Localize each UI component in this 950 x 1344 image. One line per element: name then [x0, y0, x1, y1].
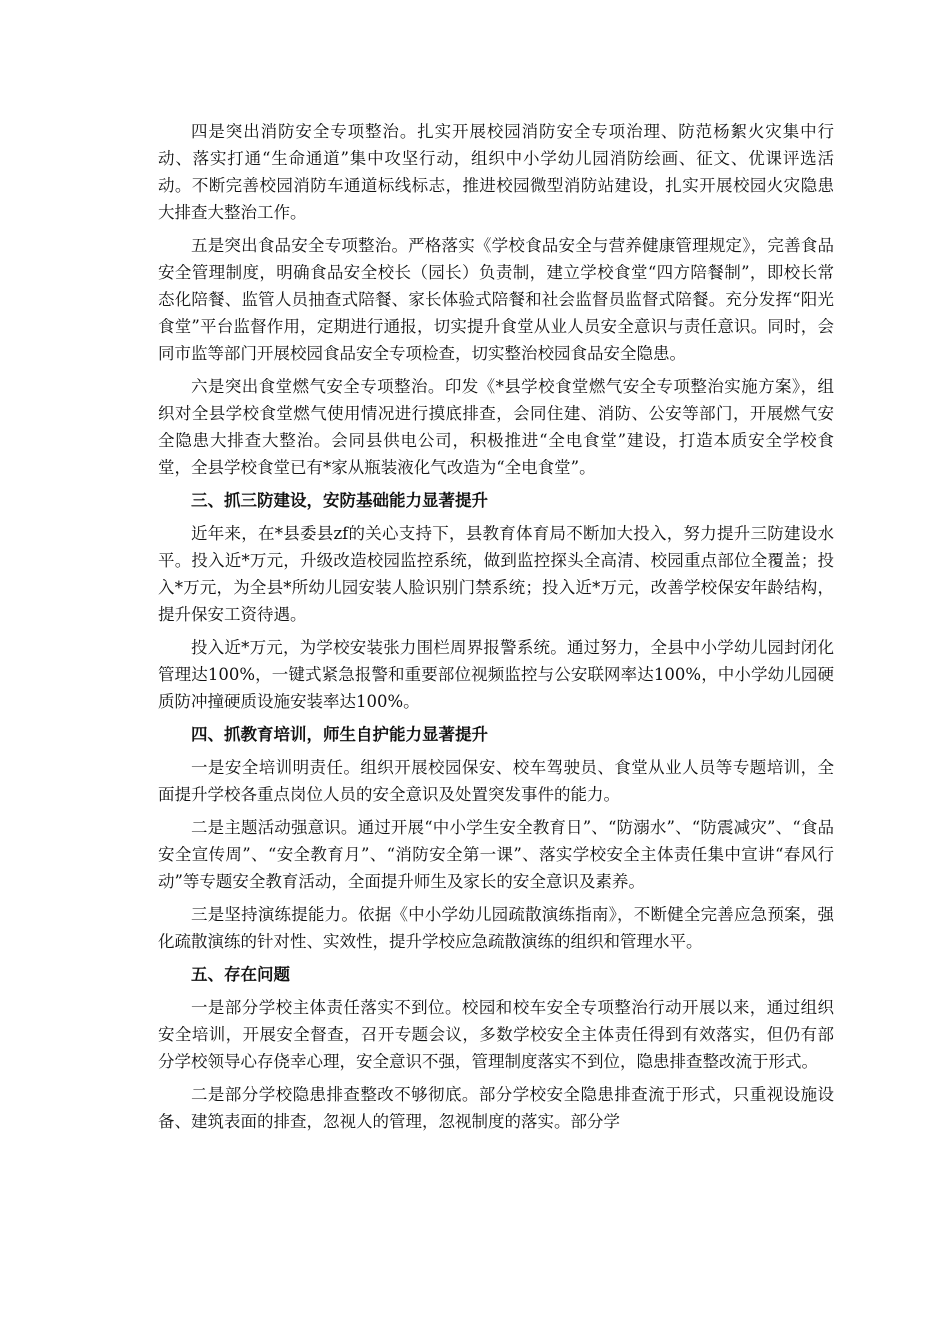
paragraph-food-safety: 五是突出食品安全专项整治。严格落实《学校食品安全与营养健康管理规定》，完善食品安全管理制度，明确食品安全校长（园长）负责制，建立学校食堂“四方陪餐制”，即校长常态化陪餐、监管人员抽查式陪餐、家长体验式陪餐和社会监督员监督式陪餐。充分发挥“阳光食堂”平台监督作用，定期进行通报，切实提升食堂从业人员安全意识与责任意识。同时，会同市监等部门开展校园食品安全专项检查，切实整治校园食品安全隐患。: [158, 236, 834, 363]
paragraph-gas-safety: 六是突出食堂燃气安全专项整治。印发《*县学校食堂燃气安全专项整治实施方案》，组织对全县学校食堂燃气使用情况进行摸底排查，会同住建、消防、公安等部门，开展燃气安全隐患大排查大整治。会同县供电公司，积极推进“全电食堂”建设，打造本质安全学校食堂，全县学校食堂已有*家从瓶装液化气改造为“全电食堂”。: [158, 377, 834, 477]
section-heading-problems: 五、存在问题: [191, 965, 290, 984]
paragraph-theme-activities: 二是主题活动强意识。通过开展“中小学生安全教育日”、“防溺水”、“防震减灾”、“食品安全宣传周”、“安全教育月”、“消防安全第一课”、落实学校安全主体责任集中宣讲“春风行动”等专题安全教育活动，全面提升师生及家长的安全意识及素养。: [158, 818, 834, 891]
document-page: [158, 118, 834, 1141]
paragraph-fire-safety: 四是突出消防安全专项整治。扎实开展校园消防安全专项治理、防范杨絮火灾集中行动、落实打通“生命通道”集中攻坚行动，组织中小学幼儿园消防绘画、征文、优课评选活动。不断完善校园消防车通道标线标志，推进校园微型消防站建设，扎实开展校园火灾隐患大排查大整治工作。: [158, 122, 834, 222]
paragraph-fence-alarm: 投入近*万元，为学校安装张力围栏周界报警系统。通过努力，全县中小学幼儿园封闭化管理达100%，一键式紧急报警和重要部位视频监控与公安联网率达100%，中小学幼儿园硬质防冲撞硬质设施安装率达100%。: [158, 638, 834, 711]
paragraph-investment: 近年来，在*县委县zf的关心支持下，县教育体育局不断加大投入，努力提升三防建设水平。投入近*万元，升级改造校园监控系统，做到监控探头全高清、校园重点部位全覆盖；投入*万元，为全县*所幼儿园安装人脸识别门禁系统；投入近*万元，改善学校保安年龄结构，提升保安工资待遇。: [158, 524, 834, 624]
paragraph-drills: 三是坚持演练提能力。依据《中小学幼儿园疏散演练指南》，不断健全完善应急预案，强化疏散演练的针对性、实效性，提升学校应急疏散演练的组织和管理水平。: [158, 905, 834, 951]
paragraph-responsibility: 一是部分学校主体责任落实不到位。校园和校车安全专项整治行动开展以来，通过组织安全培训，开展安全督查，召开专题会议，多数学校安全主体责任得到有效落实，但仍有部分学校领导心存侥幸心理，安全意识不强，管理制度落实不到位，隐患排查整改流于形式。: [158, 998, 834, 1071]
section-heading-three-defenses: 三、抓三防建设，安防基础能力显著提升: [191, 491, 488, 510]
paragraph-training: 一是安全培训明责任。组织开展校园保安、校车驾驶员、食堂从业人员等专题培训，全面提升学校各重点岗位人员的安全意识及处置突发事件的能力。: [158, 758, 834, 804]
section-heading-education-training: 四、抓教育培训，师生自护能力显著提升: [191, 725, 488, 744]
paragraph-hazard-rectification: 二是部分学校隐患排查整改不够彻底。部分学校安全隐患排查流于形式，只重视设施设备、建筑表面的排查，忽视人的管理，忽视制度的落实。部分学: [158, 1085, 834, 1131]
